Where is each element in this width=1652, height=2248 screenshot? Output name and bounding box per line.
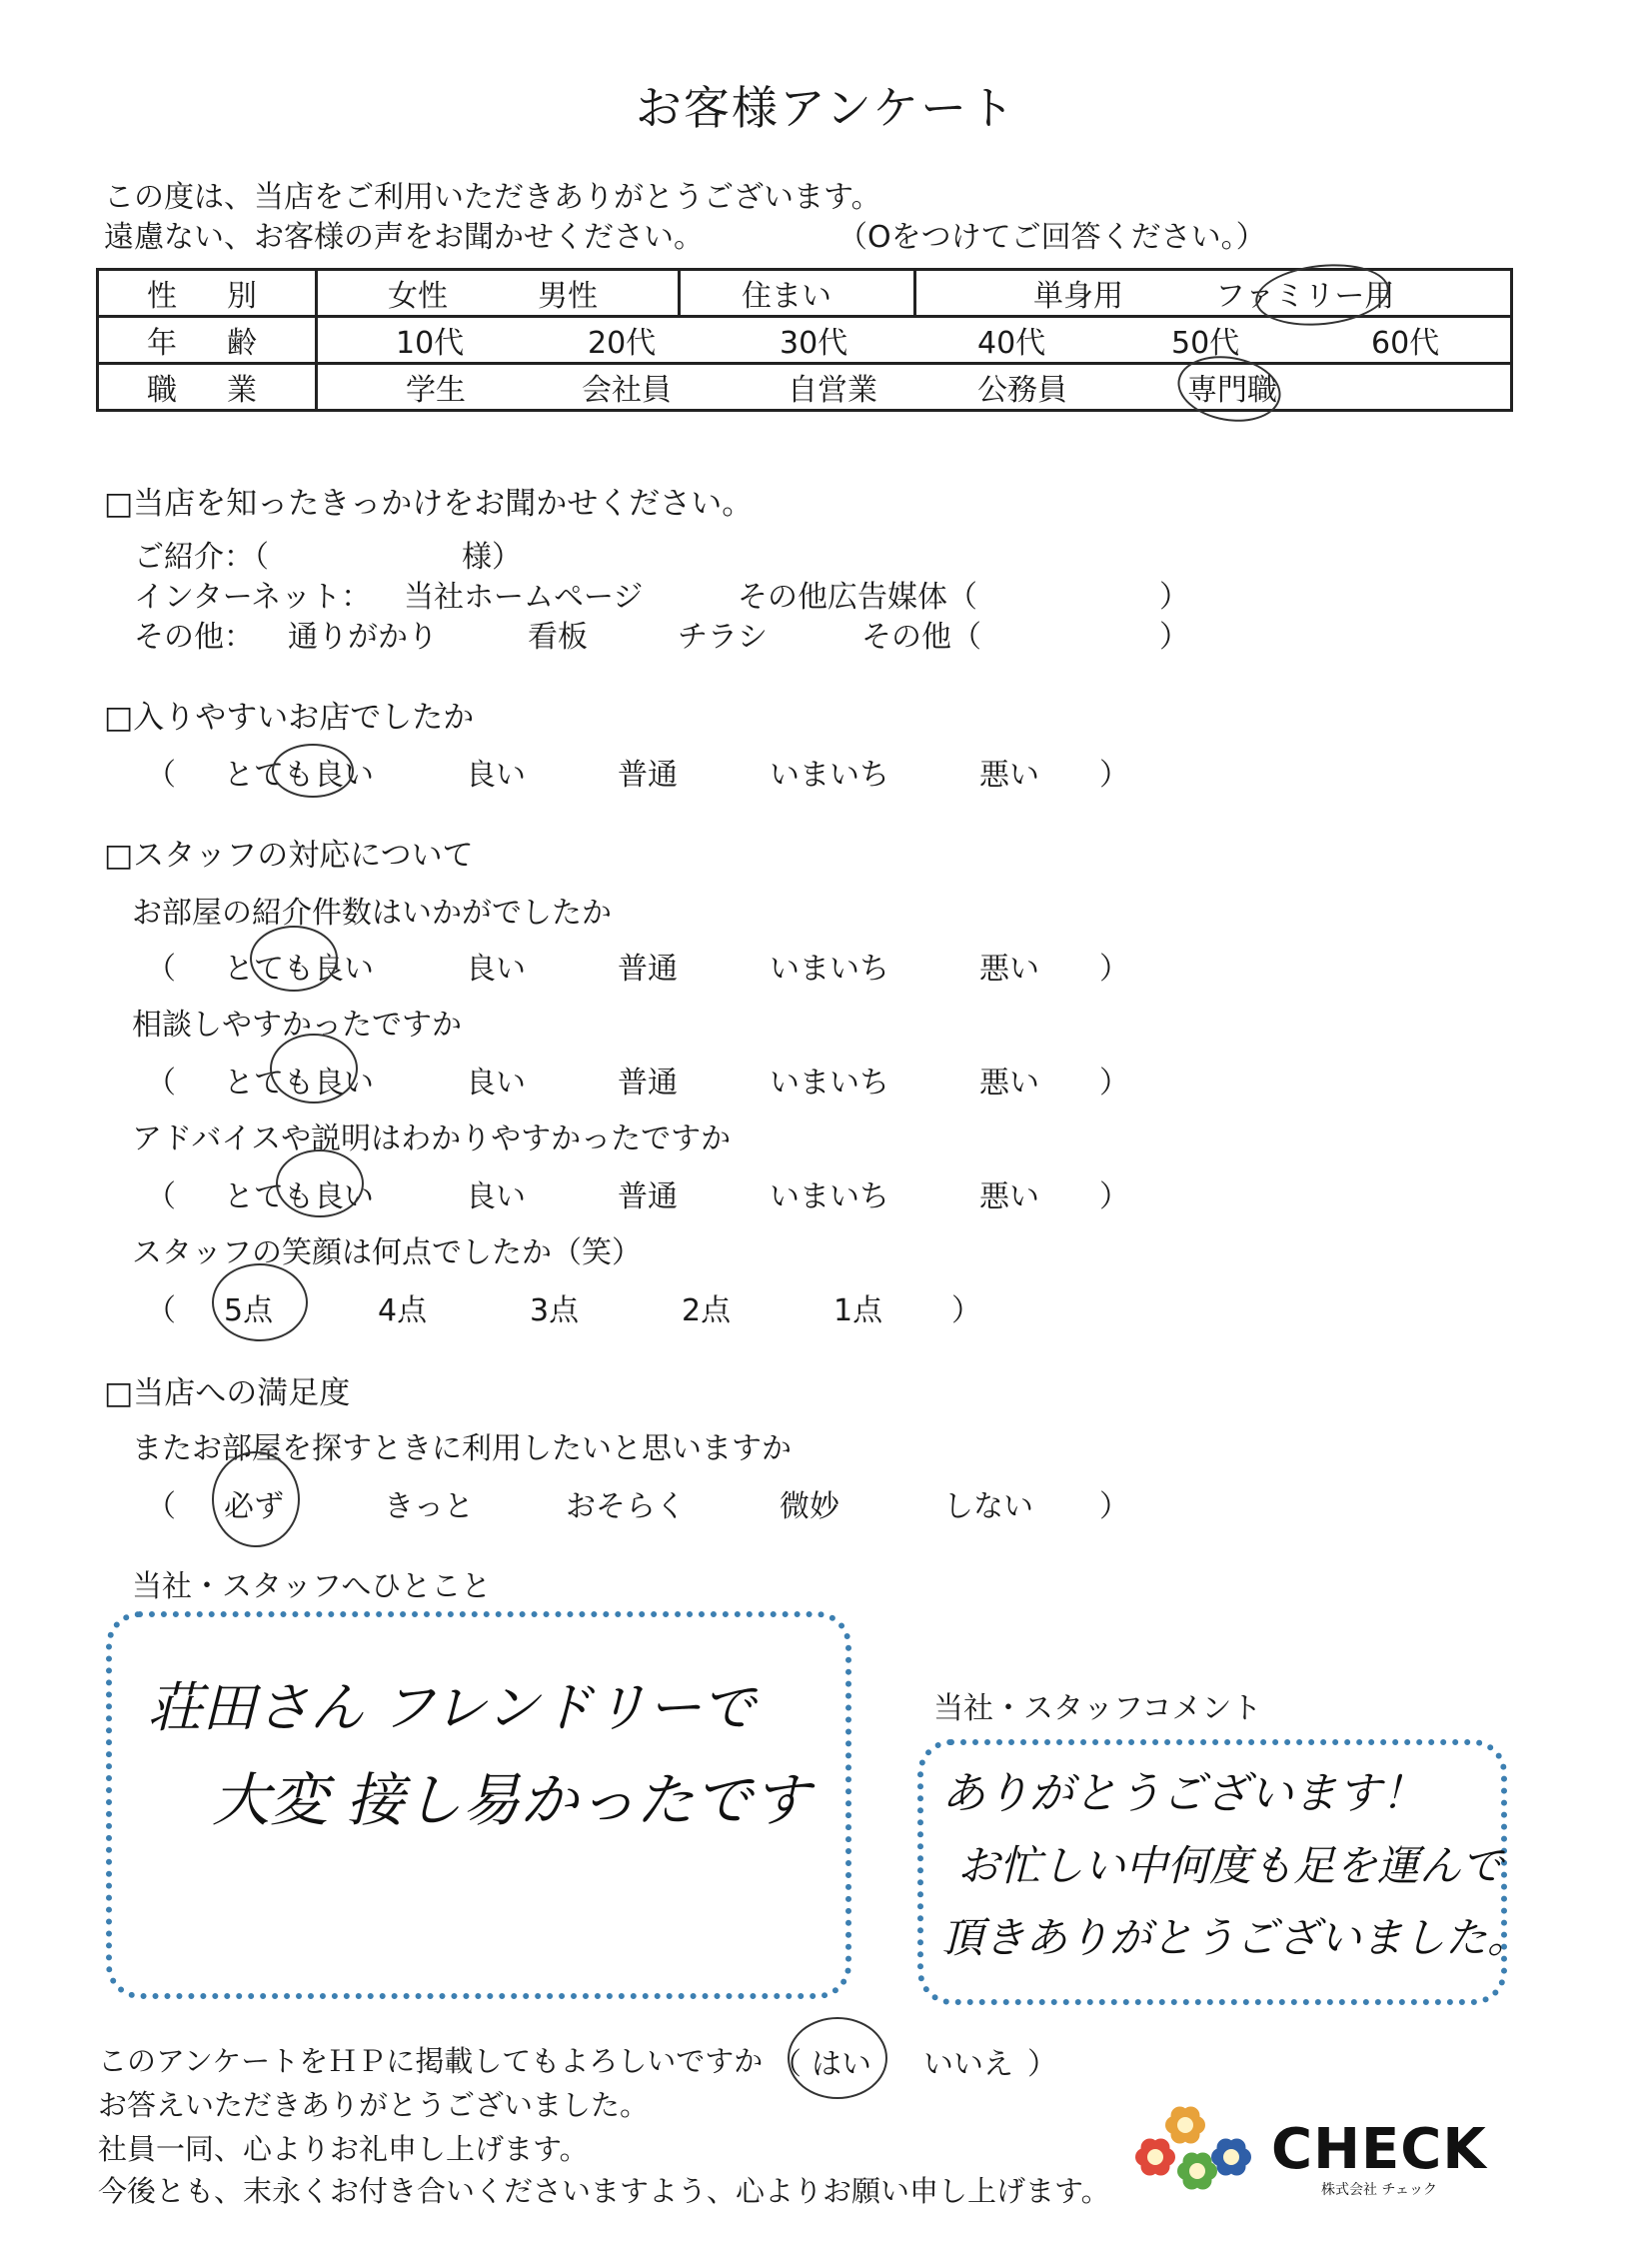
paren-close: ） bbox=[1099, 1489, 1129, 1524]
page-title: お客様アンケート bbox=[635, 81, 1017, 135]
cell-divider bbox=[678, 271, 681, 315]
paren-close: ） bbox=[1099, 1066, 1129, 1101]
q3-sub3: アドバイスや説明はわかりやすかったですか bbox=[132, 1122, 732, 1156]
q3-sub1: お部屋の紹介件数はいかがでしたか bbox=[132, 896, 612, 931]
answer-circle bbox=[276, 1149, 364, 1217]
cell-divider bbox=[913, 271, 916, 315]
scale-option-good[interactable]: 良い bbox=[466, 1179, 526, 1214]
scale-option-very-good[interactable]: とても良い bbox=[224, 758, 374, 793]
scale-option-not-great[interactable]: いまいち bbox=[770, 1066, 889, 1101]
housing-label: 住まい bbox=[742, 279, 831, 314]
job-option-student[interactable]: 学生 bbox=[406, 373, 466, 408]
scale-option-average[interactable]: 普通 bbox=[618, 952, 678, 987]
logo-wordmark: CHECK bbox=[1271, 2117, 1487, 2182]
answer-circle bbox=[250, 926, 338, 992]
paren-close: ） bbox=[1027, 2047, 1057, 2082]
q4-heading: □当店への満足度 bbox=[104, 1375, 351, 1411]
scale-option-average[interactable]: 普通 bbox=[618, 1179, 678, 1214]
q1-option-other[interactable]: その他（ bbox=[861, 620, 981, 655]
answer-instruction: （Oをつけてご回答ください。） bbox=[837, 220, 1266, 255]
q1-referral-label: ご紹介：（ bbox=[134, 540, 269, 575]
q1-option-other-ads[interactable]: その他広告媒体（ bbox=[738, 580, 977, 615]
publish-option-no[interactable]: いいえ bbox=[923, 2047, 1013, 2082]
paren-open: （ bbox=[772, 2047, 802, 2082]
publish-question: このアンケートをＨＰに掲載してもよろしいですか bbox=[98, 2044, 764, 2078]
q1-option-signboard[interactable]: 看板 bbox=[528, 620, 588, 655]
q3-points-row bbox=[0, 1285, 1652, 1328]
job-option-self-employed[interactable]: 自営業 bbox=[788, 373, 877, 408]
gender-option-female[interactable]: 女性 bbox=[388, 279, 448, 314]
q2-heading: □入りやすいお店でしたか bbox=[104, 700, 475, 736]
q1-other-label: その他： bbox=[134, 620, 254, 655]
intro-line-2: 遠慮ない、お客様の声をお聞かせください。 bbox=[104, 220, 704, 255]
job-label: 職 業 bbox=[98, 364, 317, 411]
q4-sub: またお部屋を探すときに利用したいと思いますか bbox=[132, 1431, 792, 1466]
scale-option-good[interactable]: 良い bbox=[466, 758, 526, 793]
job-option-civil-servant[interactable]: 公務員 bbox=[977, 373, 1067, 408]
age-option-30s[interactable]: 30代 bbox=[780, 326, 848, 361]
company-logo bbox=[1121, 2099, 1487, 2199]
customer-comment-line-1: 荘田さん フレンドリーで bbox=[148, 1676, 756, 1739]
paren-close: ） bbox=[1099, 1179, 1129, 1214]
paren-open: （ bbox=[146, 1066, 176, 1101]
answer-circle bbox=[212, 1451, 300, 1547]
staff-comment-line-3: 頂きありがとうございました。 bbox=[941, 1913, 1530, 1962]
logo-subtitle: 株式会社 チェック bbox=[1321, 2182, 1438, 2198]
q1-option-homepage[interactable]: 当社ホームページ bbox=[404, 580, 644, 615]
q1-option-walk-by[interactable]: 通りがかり bbox=[288, 620, 438, 655]
scale-option-bad[interactable]: 悪い bbox=[979, 1066, 1039, 1101]
q1-heading: □当店を知ったきっかけをお聞かせください。 bbox=[104, 486, 754, 522]
paren-close: ） bbox=[951, 1293, 981, 1328]
comment-label: 当社・スタッフへひとこと bbox=[132, 1569, 492, 1604]
scale-option-bad[interactable]: 悪い bbox=[979, 1179, 1039, 1214]
satisfaction-option-no[interactable]: しない bbox=[943, 1489, 1033, 1524]
staff-comment-line-1: ありがとうございます！ bbox=[941, 1768, 1425, 1819]
customer-comment-box bbox=[106, 1611, 851, 1999]
scale-option-very-good[interactable]: とても良い bbox=[224, 952, 374, 987]
paren-close: ） bbox=[1099, 952, 1129, 987]
q1-other-row bbox=[0, 612, 1652, 655]
age-label: 年 齢 bbox=[98, 317, 317, 364]
satisfaction-option-maybe[interactable]: おそらく bbox=[566, 1489, 686, 1524]
paren-open: （ bbox=[146, 1489, 176, 1524]
points-option-2[interactable]: 2点 bbox=[682, 1293, 732, 1328]
paren-open: （ bbox=[146, 1293, 176, 1328]
paren-open: （ bbox=[146, 952, 176, 987]
q1-referral-suffix: 様） bbox=[462, 540, 522, 575]
answer-circle bbox=[212, 1263, 308, 1341]
housing-option-family[interactable]: ファミリー用 bbox=[1215, 279, 1395, 314]
age-option-50s[interactable]: 50代 bbox=[1171, 326, 1240, 361]
q3-sub4: スタッフの笑顔は何点でしたか（笑） bbox=[132, 1235, 642, 1270]
gender-option-male[interactable]: 男性 bbox=[538, 279, 598, 314]
housing-option-single[interactable]: 単身用 bbox=[1033, 279, 1123, 314]
scale-option-average[interactable]: 普通 bbox=[618, 1066, 678, 1101]
publish-option-yes[interactable]: はい bbox=[812, 2047, 871, 2082]
flower-center bbox=[1189, 2163, 1205, 2179]
flower-center bbox=[1177, 2117, 1193, 2133]
answer-circle bbox=[272, 744, 354, 798]
footer-line-2: 社員一同、心よりお礼申し上げます。 bbox=[98, 2132, 589, 2166]
scale-option-very-good[interactable]: とても良い bbox=[224, 1066, 374, 1101]
flower-center bbox=[1223, 2149, 1239, 2165]
points-option-4[interactable]: 4点 bbox=[378, 1293, 428, 1328]
satisfaction-option-uncertain[interactable]: 微妙 bbox=[780, 1489, 839, 1524]
job-option-employee[interactable]: 会社員 bbox=[582, 373, 672, 408]
q3-sub1-scale-row bbox=[0, 944, 1652, 987]
age-option-40s[interactable]: 40代 bbox=[977, 326, 1046, 361]
staff-comment-line-2: お忙しい中何度も足を運んで bbox=[957, 1841, 1504, 1890]
q1-referral-row bbox=[0, 532, 1652, 575]
q1-internet-row bbox=[0, 572, 1652, 615]
q3-heading: □スタッフの対応について bbox=[104, 838, 474, 874]
job-option-specialist[interactable]: 専門職 bbox=[1187, 373, 1277, 408]
answer-circle bbox=[788, 2017, 887, 2099]
scale-option-not-great[interactable]: いまいち bbox=[770, 952, 889, 987]
gender-housing-row bbox=[317, 270, 1512, 317]
scale-option-not-great[interactable]: いまいち bbox=[770, 1179, 889, 1214]
scale-option-bad[interactable]: 悪い bbox=[979, 952, 1039, 987]
q1-paren-close: ） bbox=[1159, 620, 1189, 655]
q3-sub2: 相談しやすかったですか bbox=[132, 1008, 462, 1043]
q1-internet-label: インターネット： bbox=[134, 580, 372, 615]
intro-line-1: この度は、当店をご利用いただきありがとうございます。 bbox=[104, 180, 881, 215]
age-option-20s[interactable]: 20代 bbox=[588, 326, 657, 361]
scale-option-good[interactable]: 良い bbox=[466, 952, 526, 987]
q4-scale-row bbox=[0, 1481, 1652, 1524]
staff-comment-box bbox=[917, 1739, 1530, 2005]
q1-paren-close: ） bbox=[1159, 580, 1189, 615]
paren-open: （ bbox=[146, 1179, 176, 1214]
publish-row bbox=[0, 2039, 1652, 2082]
staff-comment-label: 当社・スタッフコメント bbox=[933, 1691, 1262, 1726]
scale-option-not-great[interactable]: いまいち bbox=[770, 758, 889, 793]
q3-sub3-scale-row bbox=[0, 1171, 1652, 1214]
q2-scale-row bbox=[0, 750, 1652, 793]
footer-line-1: お答えいただきありがとうございました。 bbox=[98, 2088, 650, 2122]
gender-label: 性 別 bbox=[98, 270, 317, 317]
points-option-5[interactable]: 5点 bbox=[224, 1293, 274, 1328]
scale-option-good[interactable]: 良い bbox=[466, 1066, 526, 1101]
age-option-60s[interactable]: 60代 bbox=[1371, 326, 1440, 361]
age-option-10s[interactable]: 10代 bbox=[396, 326, 465, 361]
scale-option-average[interactable]: 普通 bbox=[618, 758, 678, 793]
answer-circle bbox=[270, 1034, 358, 1104]
points-option-1[interactable]: 1点 bbox=[833, 1293, 883, 1328]
paren-open: （ bbox=[146, 758, 176, 793]
satisfaction-option-definitely[interactable]: 必ず bbox=[224, 1489, 284, 1524]
flower-center bbox=[1147, 2149, 1163, 2165]
satisfaction-option-likely[interactable]: きっと bbox=[384, 1489, 474, 1524]
scale-option-bad[interactable]: 悪い bbox=[979, 758, 1039, 793]
footer-line-3: 今後とも、末永くお付き合いくださいますよう、心よりお願い申し上げます。 bbox=[98, 2174, 1110, 2208]
job-row bbox=[317, 364, 1512, 411]
paren-close: ） bbox=[1099, 758, 1129, 793]
q3-sub2-scale-row bbox=[0, 1058, 1652, 1101]
flower-logo-icon bbox=[1121, 2099, 1261, 2199]
customer-comment-line-2: 大変 接し易かったです bbox=[212, 1766, 811, 1834]
scale-option-very-good[interactable]: とても良い bbox=[224, 1179, 374, 1214]
q1-option-flyer[interactable]: チラシ bbox=[678, 620, 768, 655]
profile-table bbox=[96, 268, 1513, 412]
age-row bbox=[317, 317, 1512, 364]
points-option-3[interactable]: 3点 bbox=[530, 1293, 580, 1328]
